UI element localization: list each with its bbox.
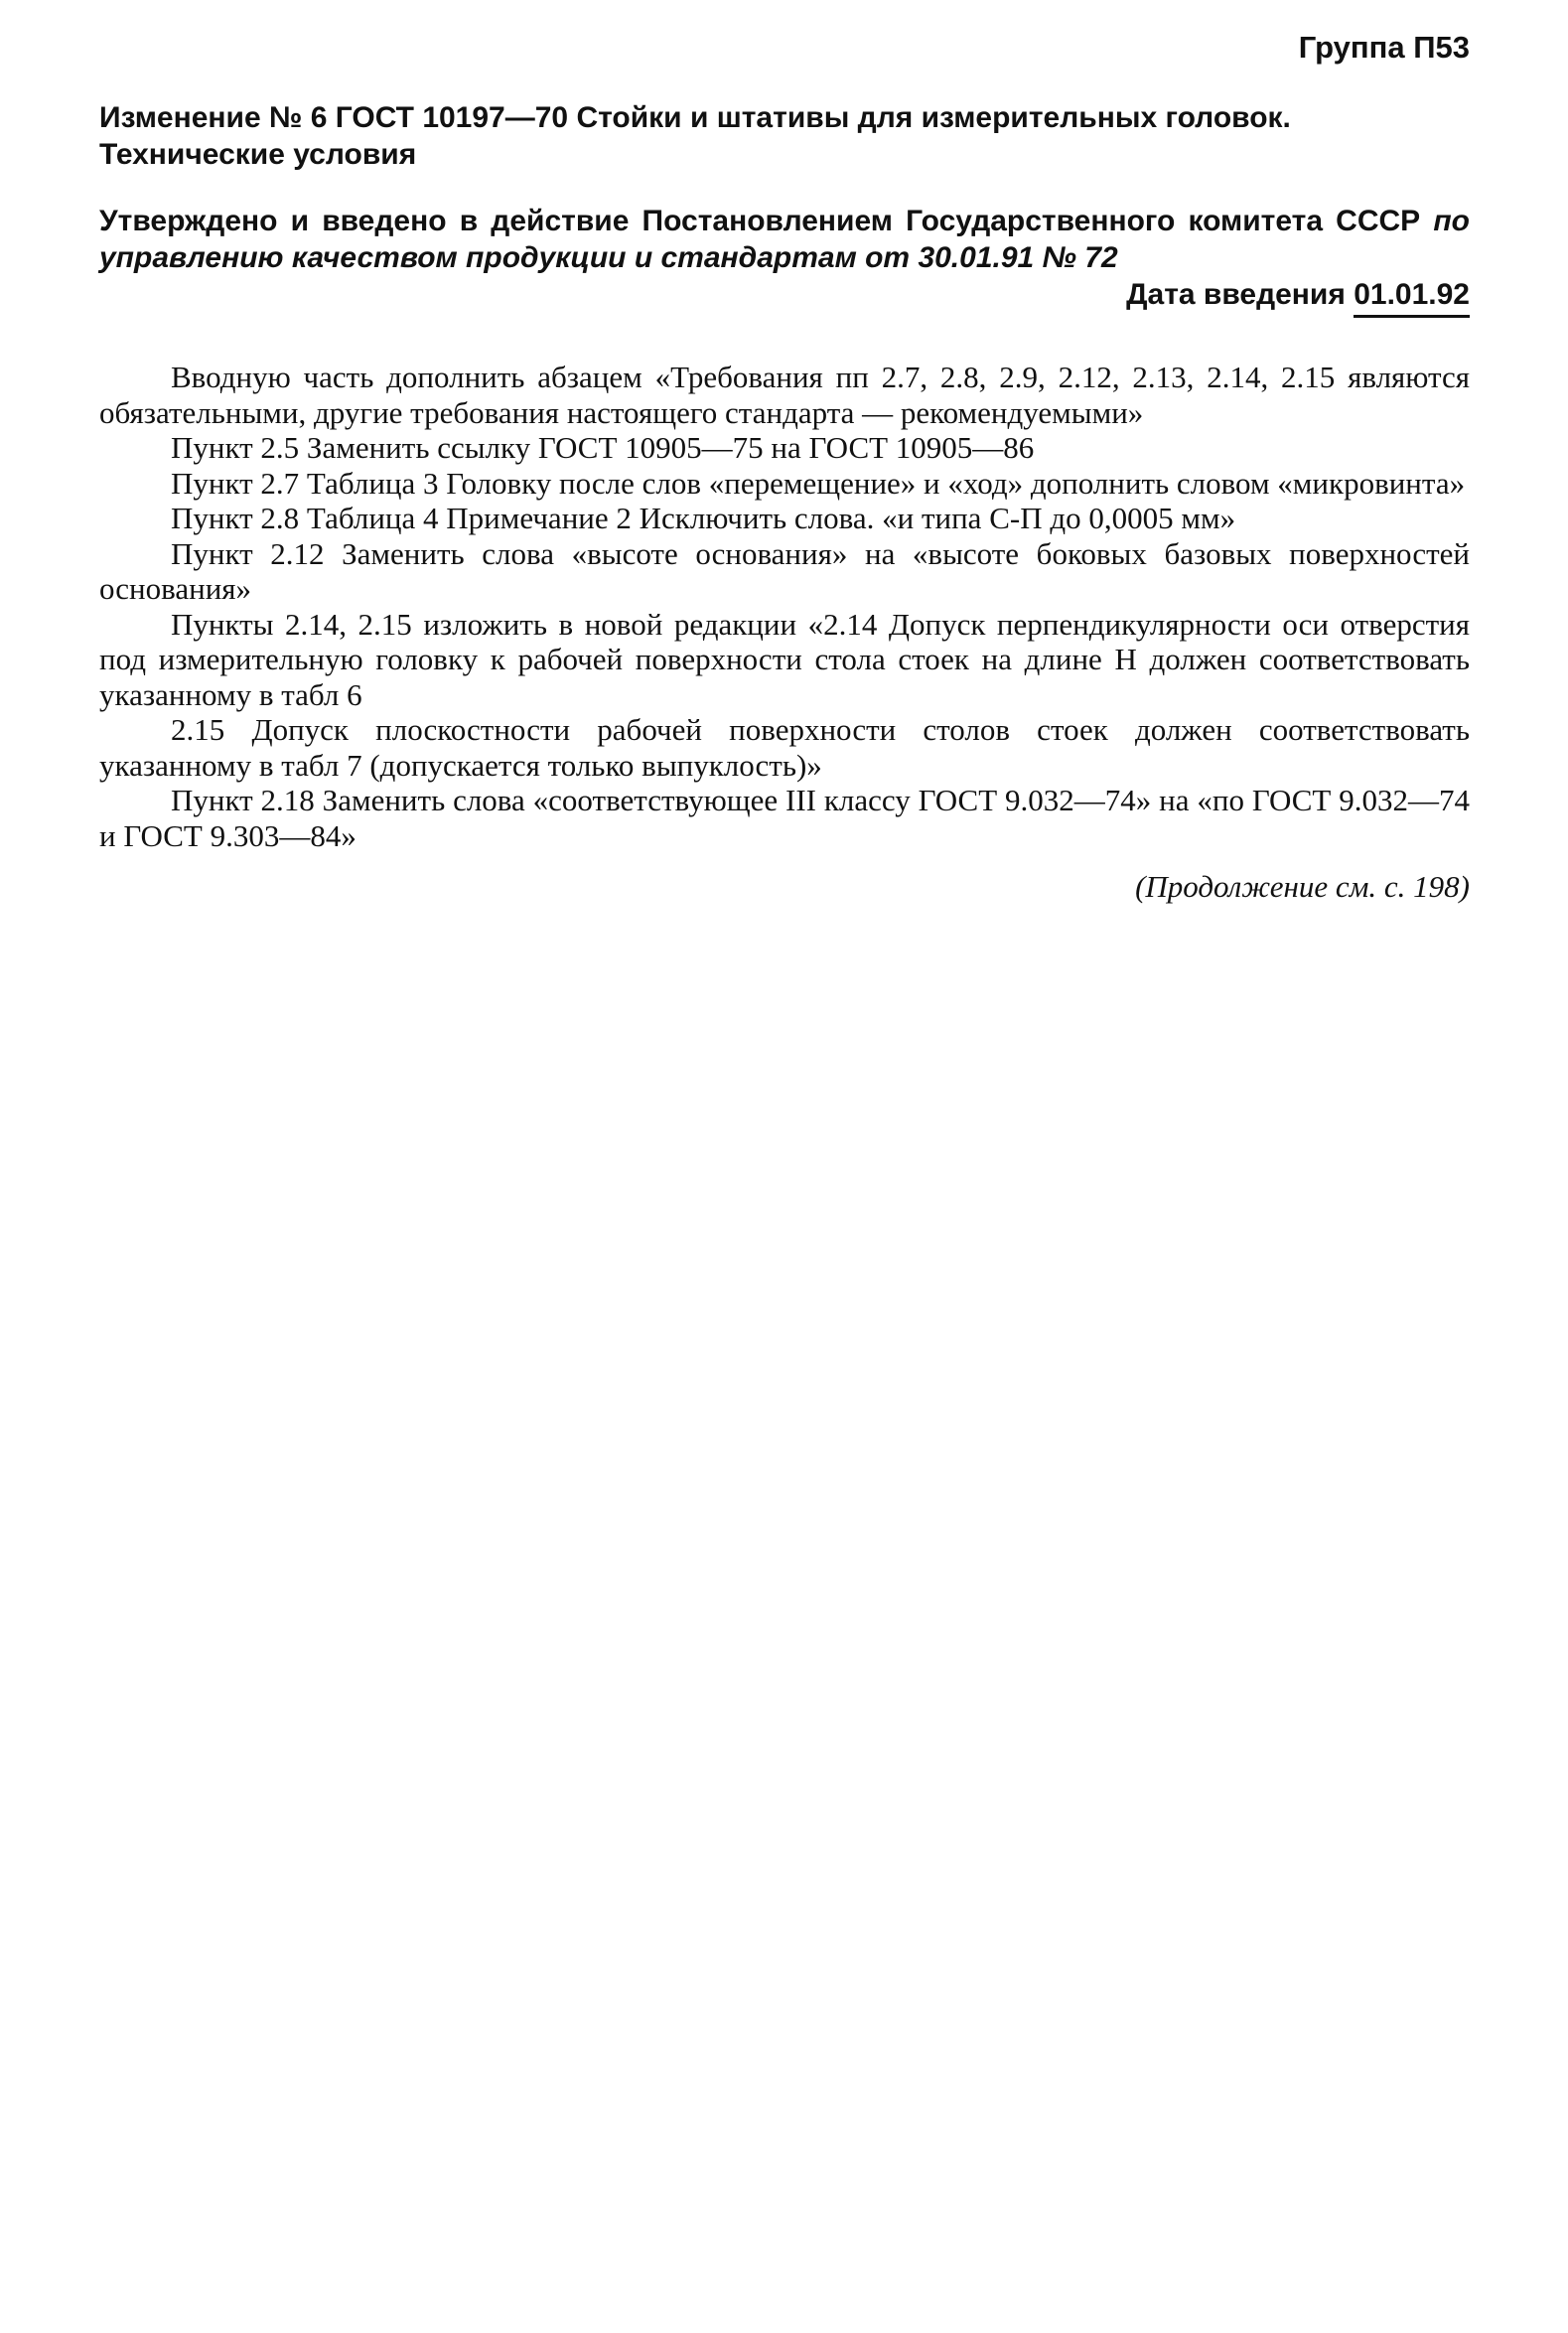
- introduction-date: [99, 276, 1470, 318]
- paragraph-items-2-14-2-15: Пункты 2.14, 2.15 изложить в новой редакции «2.14 Допуск перпендикулярности оси отверстия под измерительную головку к рабочей поверхности стола стоек на длине H должен соответствовать указанному в табл 6: [99, 606, 1470, 712]
- approval-prefix: Утверждено и введено в действие Постановлением Государственного комитета СССР: [99, 205, 1434, 237]
- paragraph-item-2-18: Пункт 2.18 Заменить слова «соответствующее III классу ГОСТ 9.032—74» на «по ГОСТ 9.032—74 и ГОСТ 9.303—84»: [99, 783, 1470, 853]
- introduction-date-label: Дата введения: [1126, 278, 1354, 311]
- paragraph-intro-requirements: Вводную часть дополнить абзацем «Требования пп 2.7, 2.8, 2.9, 2.12, 2.13, 2.14, 2.15 являются обязательными, другие требования настоящего стандарта — рекомендуемыми»: [99, 360, 1470, 430]
- paragraph-item-2-12: Пункт 2.12 Заменить слова «высоте основания» на «высоте боковых базовых поверхностей основания»: [99, 535, 1470, 606]
- paragraph-item-2-7: Пункт 2.7 Таблица 3 Головку после слов «перемещение» и «ход» дополнить словом «микровинта»: [171, 465, 1466, 501]
- introduction-date-value: 01.01.92: [1354, 276, 1470, 318]
- paragraph-item-2-15-text: 2.15 Допуск плоскостности рабочей поверхности столов стоек должен соответствовать указанному в табл 7 (допускается только выпуклость)»: [99, 712, 1470, 783]
- paragraph-item-2-8: Пункт 2.8 Таблица 4 Примечание 2 Исключить слова. «и типа С-П до 0,0005 мм»: [171, 501, 1236, 535]
- title-line-2: Технические условия: [99, 138, 417, 171]
- group-label: Группа П53: [1298, 30, 1470, 65]
- approval-committee: по управлению качеством продукции и стандартам от: [99, 205, 1470, 274]
- paragraph-item-2-5: Пункт 2.5 Заменить ссылку ГОСТ 10905—75 на ГОСТ 10905—86: [171, 430, 1035, 465]
- document-title: [99, 99, 1470, 173]
- approval-decree: 30.01.91 № 72: [918, 241, 1118, 274]
- document-page: [99, 30, 1470, 905]
- amendment-body: [99, 360, 1470, 853]
- approval-statement: [99, 203, 1470, 276]
- continuation-note: (Продолжение см. с. 198): [1135, 869, 1470, 904]
- title-line-1: Изменение № 6 ГОСТ 10197—70 Стойки и штативы для измерительных головок.: [99, 101, 1291, 134]
